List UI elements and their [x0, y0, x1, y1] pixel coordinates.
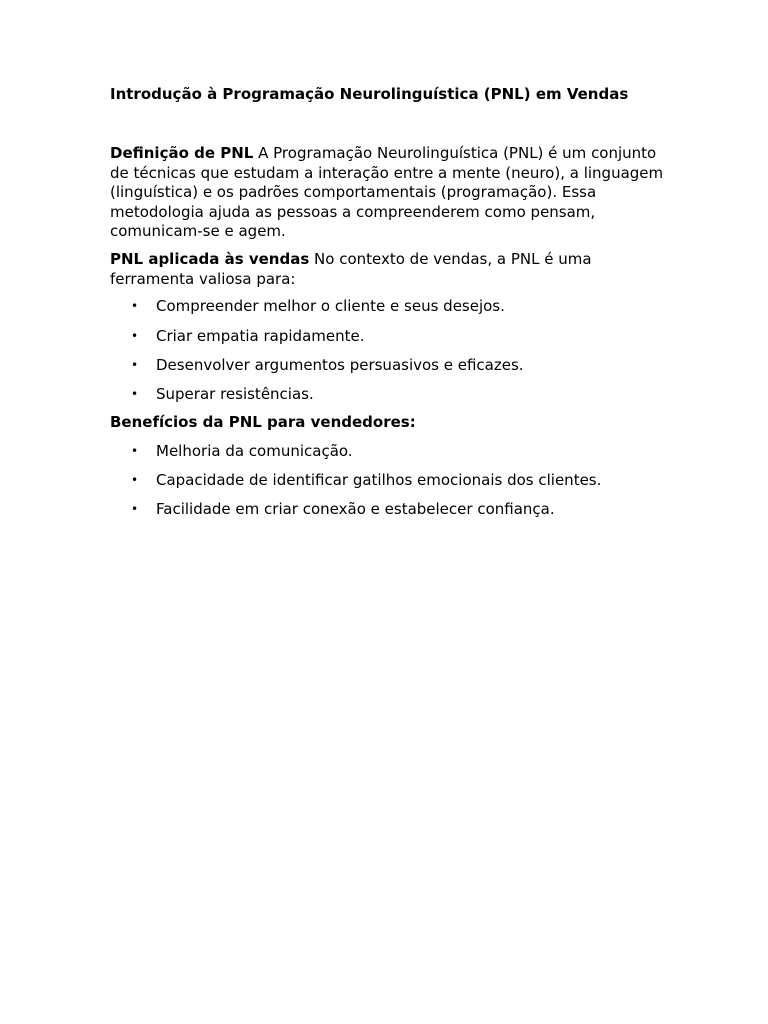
- definition-text: A Programação Neurolinguística (PNL) é um conjunto de técnicas que estudam a interação entre a mente (neuro), a linguagem (linguística) e os padrões comportamentais (programação). Essa metodologia ajuda as pessoas a compreenderem como pensam, comunicam-se e agem.: [110, 144, 664, 241]
- list-item-text: Criar empatia rapidamente.: [156, 326, 365, 345]
- document-page: [110, 84, 670, 528]
- sales-paragraph: [110, 250, 670, 289]
- bullet-icon: •: [131, 328, 139, 343]
- bullet-icon: •: [131, 387, 139, 402]
- list-item: [110, 385, 670, 405]
- list-item: [110, 297, 670, 317]
- list-item: [110, 500, 670, 520]
- list-item-text: Superar resistências.: [156, 385, 314, 404]
- list-item-text: Melhoria da comunicação.: [156, 441, 353, 460]
- list-item-text: Capacidade de identificar gatilhos emocionais dos clientes.: [156, 470, 602, 489]
- definition-paragraph: [110, 144, 670, 242]
- bullet-icon: •: [131, 443, 139, 458]
- list-item: [110, 442, 670, 462]
- list-item-text: Facilidade em criar conexão e estabelecer confiança.: [156, 500, 555, 519]
- bullet-icon: •: [131, 357, 139, 372]
- sales-list: [110, 297, 670, 405]
- definition-label: Definição de PNL: [110, 144, 254, 162]
- list-item-text: Desenvolver argumentos persuasivos e eficazes.: [156, 355, 524, 374]
- sales-label: PNL aplicada às vendas: [110, 249, 310, 268]
- benefits-heading: Benefícios da PNL para vendedores:: [110, 412, 416, 431]
- list-item-text: Compreender melhor o cliente e seus desejos.: [156, 297, 505, 316]
- document-title: Introdução à Programação Neurolinguística (PNL) em Vendas: [110, 85, 629, 103]
- bullet-icon: •: [131, 299, 139, 314]
- list-item: [110, 471, 670, 491]
- benefits-list: [110, 442, 670, 520]
- list-item: [110, 356, 670, 376]
- bullet-icon: •: [131, 472, 139, 487]
- sales-text: No contexto de vendas, a PNL é uma ferramenta valiosa para:: [110, 249, 592, 288]
- list-item: [110, 327, 670, 347]
- bullet-icon: •: [131, 502, 139, 517]
